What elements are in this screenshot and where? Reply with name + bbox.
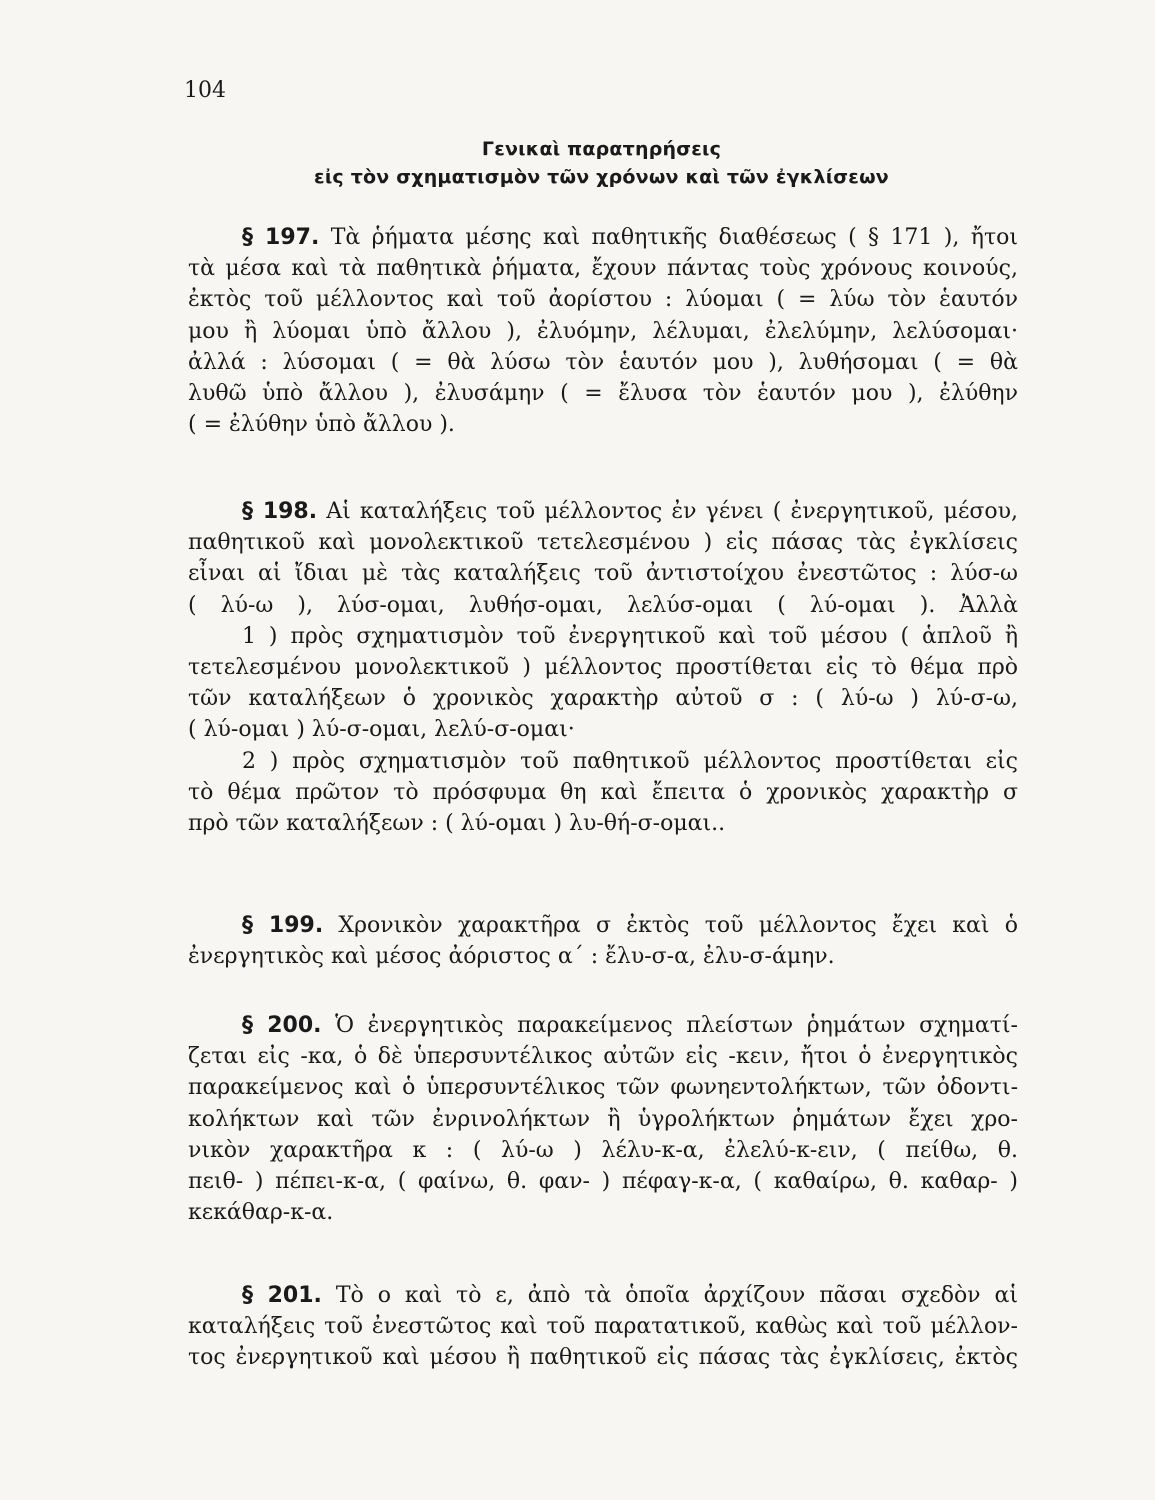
paragraph-line: 2 ) πρὸς σχηματισμὸν τοῦ παθητικοῦ μέλλοντος προστίθεται εἰς xyxy=(242,748,1018,774)
paragraph-line: ( λύ-ω ), λύσ-ομαι, λυθήσ-ομαι, λελύσ-ομαι ( λύ-ομαι ). Ἀλλὰ xyxy=(188,592,1018,618)
section-heading-line-1: Γενικαὶ παρατηρήσεις xyxy=(481,138,722,160)
paragraph-line: ἀλλά : λύσομαι ( = θὰ λύσω τὸν ἑαυτόν μου ), λυθήσομαι ( = θὰ xyxy=(188,349,1018,375)
paragraph-line: λυθῶ ὑπὸ ἄλλου ), ἐλυσάμην ( = ἔλυσα τὸν ἑαυτόν μου ), ἐλύθην xyxy=(188,380,1018,406)
paragraph-line: ( = ἐλύθην ὑπὸ ἄλλου ). xyxy=(188,412,455,438)
paragraph-line: 1 ) πρὸς σχηματισμὸν τοῦ ἐνεργητικοῦ καὶ τοῦ μέσου ( ἁπλοῦ ἢ xyxy=(242,623,1018,649)
section-number: § 200. xyxy=(242,1013,322,1038)
paragraph-line: τὸ θέμα πρῶτον τὸ πρόσφυμα θη καὶ ἔπειτα ὁ χρονικὸς χαρακτὴρ σ xyxy=(188,779,1018,805)
section-heading-line-2: εἰς τὸν σχηματισμὸν τῶν χρόνων καὶ τῶν ἐγκλίσεων xyxy=(314,166,889,188)
section-number: § 199. xyxy=(242,913,324,938)
paragraph-199 xyxy=(188,910,1018,972)
paragraph-line: § 197. Τὰ ῥήματα μέσης καὶ παθητικῆς διαθέσεως ( § 171 ), ἤτοι xyxy=(242,225,1018,250)
section-number: § 198. xyxy=(242,499,318,524)
section-number: § 201. xyxy=(242,1283,322,1308)
section-number: § 197. xyxy=(242,225,320,250)
paragraph-line: ( λύ-ομαι ) λύ-σ-ομαι, λελύ-σ-ομαι· xyxy=(188,717,575,743)
paragraph-line: ζεται εἰς -κα, ὁ δὲ ὑπερσυντέλικος αὐτῶν εἰς -κειν, ἤτοι ὁ ἐνεργητικὸς xyxy=(188,1044,1018,1070)
paragraph-line: πρὸ τῶν καταλήξεων : ( λύ-ομαι ) λυ-θή-σ-ομαι.. xyxy=(188,810,726,836)
paragraph-line: τος ἐνεργητικοῦ καὶ μέσου ἢ παθητικοῦ εἰς πάσας τὰς ἐγκλίσεις, ἐκτὸς xyxy=(188,1345,1018,1371)
paragraph-197 xyxy=(188,222,1018,440)
paragraph-line: ἐκτὸς τοῦ μέλλοντος καὶ τοῦ ἀορίστου : λύομαι ( = λύω τὸν ἑαυτόν xyxy=(188,287,1018,313)
paragraph-line: ἐνεργητικὸς καὶ μέσος ἀόριστος α΄ : ἔλυ-σ-α, ἐλυ-σ-άμην. xyxy=(188,944,835,970)
paragraph-198 xyxy=(188,496,1018,839)
paragraph-line: § 198. Αἱ καταλήξεις τοῦ μέλλοντος ἐν γένει ( ἐνεργητικοῦ, μέσου, xyxy=(242,499,1018,524)
paragraph-line: § 201. Τὸ ο καὶ τὸ ε, ἀπὸ τὰ ὁποῖα ἀρχίζουν πᾶσαι σχεδὸν αἱ xyxy=(242,1283,1018,1308)
paragraph-line: νικὸν χαρακτῆρα κ : ( λύ-ω ) λέλυ-κ-α, ἐλελύ-κ-ειν, ( πείθω, θ. xyxy=(188,1137,1018,1163)
paragraph-line: § 200. Ὁ ἐνεργητικὸς παρακείμενος πλείστων ῥημάτων σχηματί- xyxy=(242,1013,1018,1038)
paragraph-line: εἶναι αἱ ἴδιαι μὲ τὰς καταλήξεις τοῦ ἀντιστοίχου ἐνεστῶτος : λύσ-ω xyxy=(188,561,1018,587)
paragraph-line: καταλήξεις τοῦ ἐνεστῶτος καὶ τοῦ παρατατικοῦ, καθὼς καὶ τοῦ μέλλον- xyxy=(188,1314,1018,1340)
paragraph-line: § 199. Χρονικὸν χαρακτῆρα σ ἐκτὸς τοῦ μέλλοντος ἔχει καὶ ὁ xyxy=(242,913,1018,938)
paragraph-201 xyxy=(188,1280,1018,1374)
paragraph-line: παθητικοῦ καὶ μονολεκτικοῦ τετελεσμένου ) εἰς πάσας τὰς ἐγκλίσεις xyxy=(188,530,1018,556)
paragraph-line: παρακείμενος καὶ ὁ ὑπερσυντέλικος τῶν φωνηεντολήκτων, τῶν ὀδοντι- xyxy=(188,1075,1018,1101)
paragraph-line: πειθ- ) πέπει-κ-α, ( φαίνω, θ. φαν- ) πέφαγ-κ-α, ( καθαίρω, θ. καθαρ- ) xyxy=(188,1168,1018,1194)
paragraph-line: τῶν καταλήξεων ὁ χρονικὸς χαρακτὴρ αὐτοῦ σ : ( λύ-ω ) λύ-σ-ω, xyxy=(188,686,1018,712)
paragraph-line: τετελεσμένου μονολεκτικοῦ ) μέλλοντος προστίθεται εἰς τὸ θέμα πρὸ xyxy=(188,654,1018,680)
paragraph-200 xyxy=(188,1010,1018,1228)
paragraph-line: κολήκτων καὶ τῶν ἐνρινολήκτων ἢ ὑγρολήκτων ῥημάτων ἔχει χρο- xyxy=(188,1106,1018,1132)
paragraph-line: κεκάθαρ-κ-α. xyxy=(188,1200,334,1226)
page-number: 104 xyxy=(184,78,226,103)
paragraph-line: τὰ μέσα καὶ τὰ παθητικὰ ῥήματα, ἔχουν πάντας τοὺς χρόνους κοινούς, xyxy=(188,256,1018,282)
paragraph-line: μου ἢ λύομαι ὑπὸ ἄλλου ), ἐλυόμην, λέλυμαι, ἐλελύμην, λελύσομαι· xyxy=(188,318,1018,344)
